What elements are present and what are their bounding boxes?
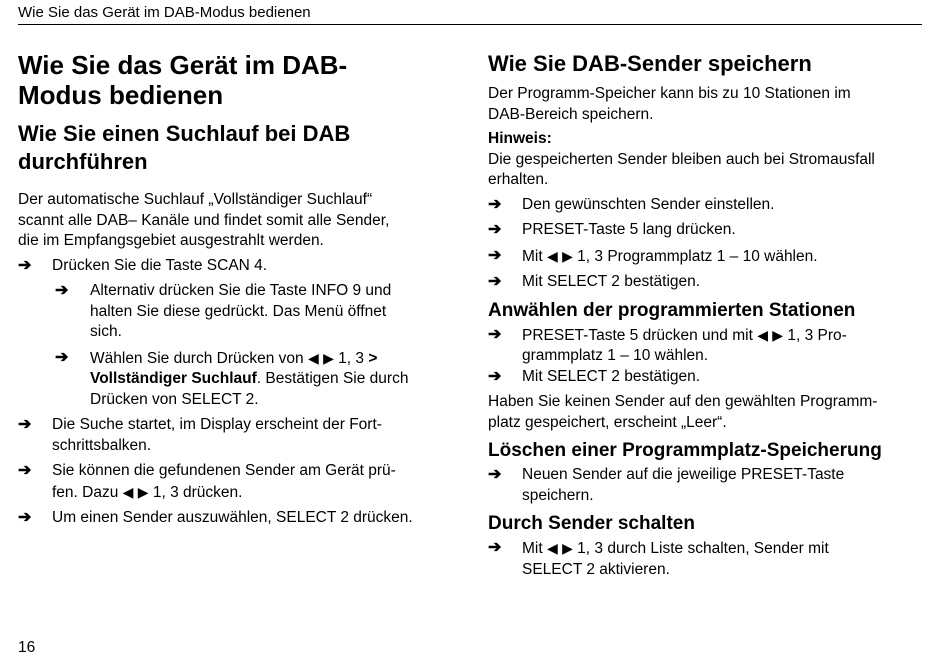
arrow-icon: ➔ [55,348,69,366]
recall-step-2-text: Mit SELECT 2 bestätigen. [522,367,701,385]
section-title-schalten: Durch Sender schalten [488,513,695,534]
arrow-icon: ➔ [488,466,502,483]
intro-line1: Der automatische Suchlauf „Vollständiger Suchlauf“ [18,191,373,208]
step-check-found [18,461,458,503]
recall-step-1-pre: PRESET-Taste 5 drücken und mit [522,326,753,344]
right-triangle-icon: ▶ [323,349,334,366]
substep-select-gt: > [368,349,378,367]
section-title-suchlauf [18,120,458,176]
right-triangle-icon: ▶ [562,540,573,556]
step-search-line1: Die Suche startet, im Display erscheint der Fort- [52,416,382,433]
store-step-4 [488,272,928,293]
substep-select-bold: Vollständiger Suchlauf [90,370,257,387]
arrow-icon: ➔ [18,256,32,274]
section-title-speichern: Wie Sie DAB-Sender speichern [488,51,812,76]
delete-step-1-line1: Neuen Sender auf die jeweilige PRESET-Taste [522,466,845,483]
substep-select-pre: Wählen Sie durch Drücken von [90,349,304,367]
note-line1: Die gespeicherten Sender bleiben auch bei Stromausfall [488,150,875,168]
section-title-line2: durchführen [18,149,148,174]
switch-step-1-post: 1, 3 durch Liste schalten, Sender mit [577,540,829,557]
substep-select-line3: Drücken von SELECT 2. [90,390,259,408]
delete-step-1-line2: speichern. [522,486,594,504]
note-label: Hinweis: [488,130,552,147]
left-triangle-icon: ◀ [757,326,768,343]
substep-info-line1: Alternativ drücken Sie die Taste INFO 9 und [90,282,392,299]
empty-slot-line1: Haben Sie keinen Sender auf den gewählten Programm- [488,393,878,410]
header-rule [18,24,922,25]
step-check-line1: Sie können die gefundenen Sender am Gerät prü- [52,462,396,479]
step-search-line2: schrittsbalken. [52,436,152,454]
arrow-icon: ➔ [18,462,32,479]
section-title-anwaehlen: Anwählen der programmierten Stationen [488,299,856,321]
store-step-3 [488,246,928,268]
substep-info-line3: sich. [90,323,122,340]
right-triangle-icon: ▶ [137,483,149,500]
step-select-station [18,508,458,529]
step-select-station-text: Um einen Sender auszuwählen, SELECT 2 drücken. [52,509,413,526]
store-step-3-post: 1, 3 Programmplatz 1 – 10 wählen. [577,247,818,265]
substep-select-post: . Bestätigen Sie durch [256,370,409,387]
left-triangle-icon: ◀ [122,483,134,500]
capacity-paragraph [488,84,928,125]
running-header: Wie Sie das Gerät im DAB-Modus bedienen [18,4,311,21]
recall-step-1-post: 1, 3 Pro- [787,326,847,344]
step-search-starts [18,415,458,456]
switch-step-1-pre: Mit [522,540,543,557]
step-scan [18,256,458,277]
intro-line2: scannt alle DAB– Kanäle und findet somit alle Sender, [18,211,390,229]
left-column [18,50,458,534]
intro-line3: die im Empfangsgebiet ausgestrahlt werden. [18,232,324,249]
arrow-icon: ➔ [18,416,32,433]
step-check-line2-pre: fen. Dazu [52,483,119,501]
empty-slot-line2: platz gespeichert, erscheint „Leer“. [488,413,727,431]
store-step-1-text: Den gewünschten Sender einstellen. [522,195,775,213]
store-step-3-pre: Mit [522,247,543,265]
substep-select [55,348,458,411]
capacity-line2: DAB-Bereich speichern. [488,105,654,123]
recall-step-2 [488,367,928,388]
right-column [488,50,928,585]
step-check-line2-post: 1, 3 drücken. [152,483,243,501]
right-triangle-icon: ▶ [562,247,573,264]
arrow-icon: ➔ [488,195,502,213]
arrow-icon: ➔ [488,221,502,238]
page-title-line1: Wie Sie das Gerät im DAB- [18,50,348,80]
switch-step-1 [488,538,928,580]
page-title [18,50,458,110]
delete-step-1 [488,465,928,506]
right-triangle-icon: ▶ [772,326,784,343]
arrow-icon: ➔ [488,539,502,556]
arrow-icon: ➔ [55,282,69,299]
recall-step-1 [488,325,928,367]
intro-paragraph [18,190,458,252]
switch-step-1-line2: SELECT 2 aktivieren. [522,560,670,578]
store-step-4-text: Mit SELECT 2 bestätigen. [522,273,701,290]
section-title-line1: Wie Sie einen Suchlauf bei DAB [18,121,351,146]
recall-step-1-line2: grammplatz 1 – 10 wählen. [522,347,709,364]
arrow-icon: ➔ [488,246,502,264]
left-triangle-icon: ◀ [307,349,319,366]
section-title-loeschen: Löschen einer Programmplatz-Speicherung [488,440,882,461]
note-line2: erhalten. [488,171,549,188]
arrow-icon: ➔ [488,273,502,290]
step-scan-text: Drücken Sie die Taste SCAN 4. [52,256,268,274]
page-number: 16 [18,639,36,656]
left-triangle-icon: ◀ [546,247,558,264]
page-title-line2: Modus bedienen [18,80,224,110]
store-step-1 [488,195,928,216]
store-step-2 [488,220,928,241]
arrow-icon: ➔ [488,325,502,343]
substep-info [55,281,458,343]
left-triangle-icon: ◀ [546,540,558,556]
substep-select-nums: 1, 3 [338,349,365,367]
capacity-line1: Der Programm-Speicher kann bis zu 10 Stationen im [488,85,851,102]
arrow-icon: ➔ [488,367,502,385]
store-step-2-text: PRESET-Taste 5 lang drücken. [522,221,736,238]
empty-slot-paragraph [488,392,928,433]
arrow-icon: ➔ [18,509,32,526]
note-paragraph [488,150,928,191]
substep-info-line2: halten Sie diese gedrückt. Das Menü öffnet [90,302,387,320]
